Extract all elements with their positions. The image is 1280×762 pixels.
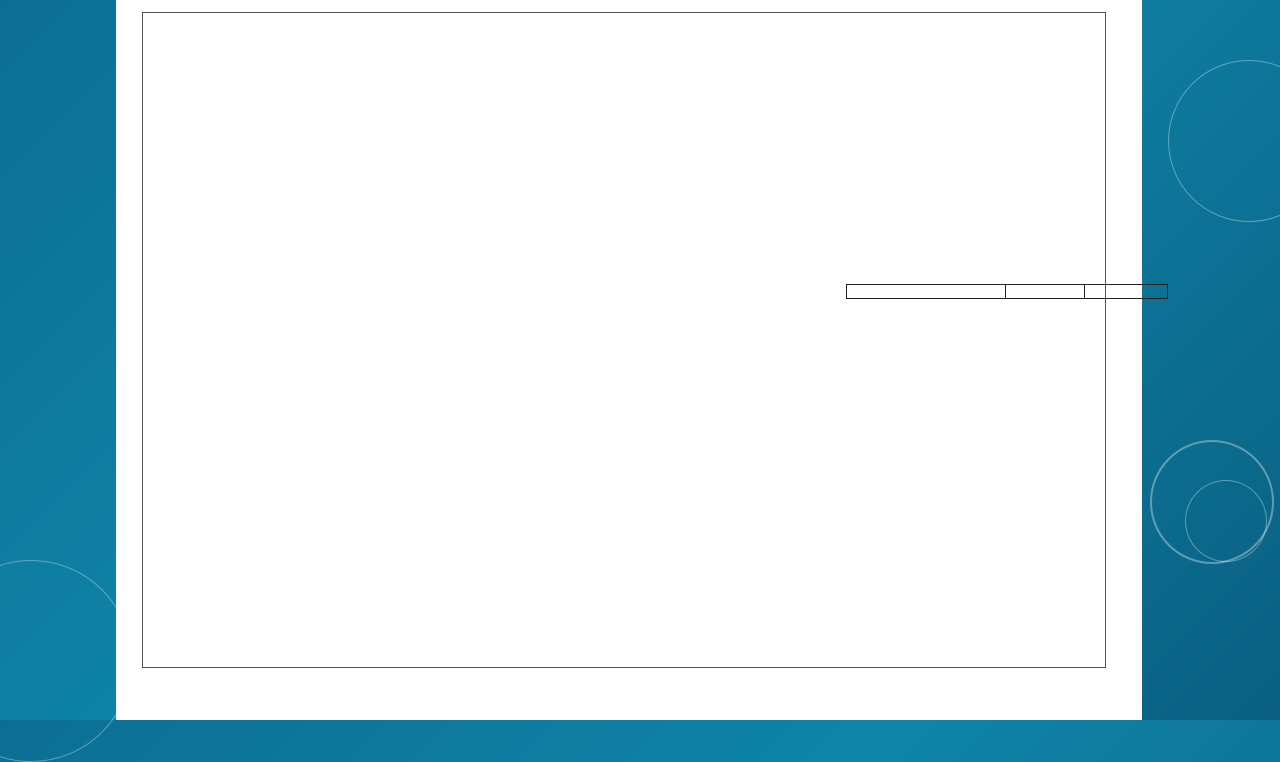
background-circle-decoration bbox=[0, 560, 132, 762]
total-value bbox=[1006, 285, 1085, 298]
total-percentage bbox=[1085, 285, 1167, 298]
background-circle-decoration bbox=[1168, 60, 1280, 222]
pareto-chart bbox=[258, 330, 978, 620]
total-label bbox=[847, 285, 1006, 298]
slide bbox=[116, 0, 1142, 720]
total-row bbox=[846, 284, 1168, 299]
background-circle-decoration bbox=[1185, 480, 1267, 562]
